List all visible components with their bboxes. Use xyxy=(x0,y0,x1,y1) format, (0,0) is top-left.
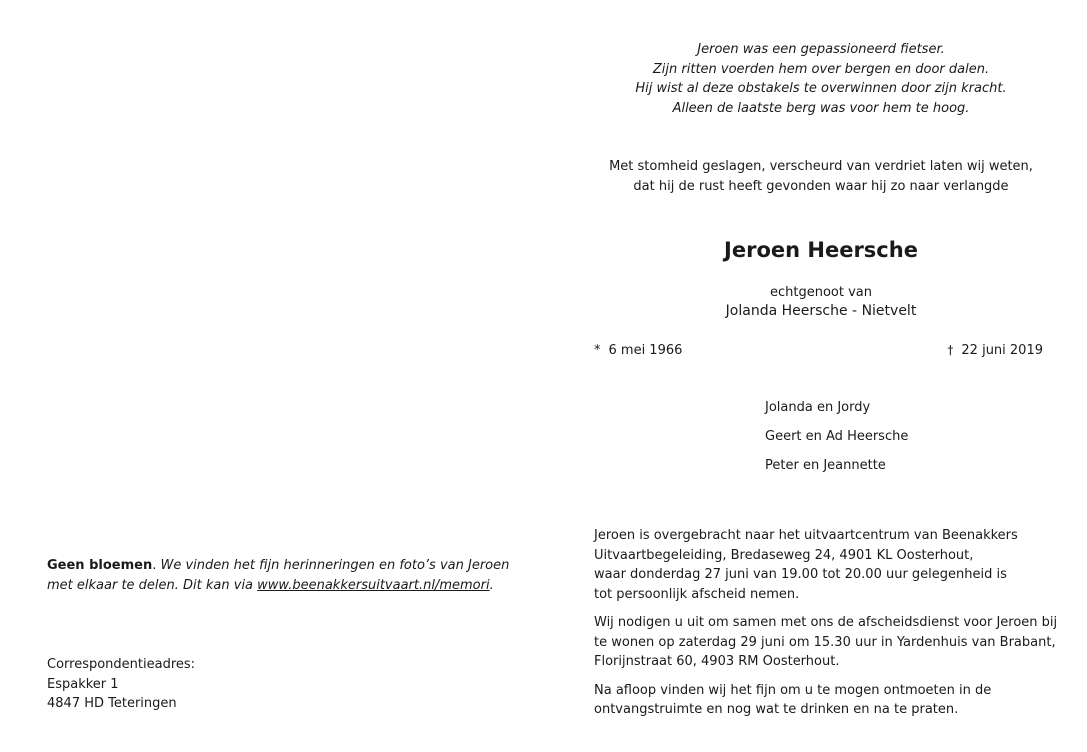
family-member: Geert en Ad Heersche xyxy=(765,429,909,444)
text-line: waar donderdag 27 juni van 19.00 tot 20.00 uur gelegenheid is xyxy=(594,567,1007,582)
poem-line: Zijn ritten voerden hem over bergen en door dalen. xyxy=(652,61,990,77)
right-page xyxy=(543,0,1087,752)
intro-line: dat hij de rust heeft gevonden waar hij zo naar verlangde xyxy=(633,178,1009,194)
announcement-intro xyxy=(543,157,1087,196)
family-member: Jolanda en Jordy xyxy=(765,400,871,415)
relation-label: echtgenoot van xyxy=(769,285,872,300)
text-line: ontvangstruimte en nog wat te drinken en na te praten. xyxy=(594,702,959,717)
poem xyxy=(543,40,1087,118)
poem-line: Jeroen was een gepassioneerd fietser. xyxy=(697,42,945,57)
address-city: 4847 HD Teteringen xyxy=(47,696,177,711)
no-flowers-label: Geen bloemen xyxy=(47,558,153,573)
memorial-link[interactable]: www.beenakkersuitvaart.nl/memori xyxy=(257,578,490,593)
note-end: . xyxy=(489,578,494,593)
poem-line: Hij wist al deze obstakels te overwinnen door zijn kracht. xyxy=(635,81,1007,96)
deceased-name: Jeroen Heersche xyxy=(724,238,918,262)
left-page xyxy=(0,0,543,752)
address-street: Espakker 1 xyxy=(47,676,119,692)
death-cross-icon: † xyxy=(947,343,954,357)
birth-info xyxy=(594,343,682,358)
death-date: 22 juni 2019 xyxy=(961,343,1043,358)
text-line: Jeroen is overgebracht naar het uitvaartcentrum van Beenakkers xyxy=(594,528,1018,543)
note-text-line1: We vinden het fijn herinneringen en foto’s van Jeroen xyxy=(156,558,510,573)
poem-line: Alleen de laatste berg was voor hem te hoog. xyxy=(672,100,970,116)
family-member: Peter en Jeannette xyxy=(765,458,886,473)
text-line: te wonen op zaterdag 29 juni om 15.30 uur in Yardenhuis van Brabant, xyxy=(594,634,1056,650)
text-line: Wij nodigen u uit om samen met ons de afscheidsdienst voor Jeroen bij xyxy=(594,615,1058,630)
note-period: . xyxy=(152,558,157,573)
spouse-name: Jolanda Heersche - Nietvelt xyxy=(725,303,917,319)
note-text-line2: met elkaar te delen. Dit kan via xyxy=(47,578,258,593)
text-line: tot persoonlijk afscheid nemen. xyxy=(594,586,800,602)
funeral-arrangements xyxy=(594,517,1064,729)
death-info xyxy=(947,343,1043,358)
intro-line: Met stomheid geslagen, verscheurd van verdriet laten wij weten, xyxy=(609,159,1033,174)
text-line: Uitvaartbegeleiding, Bredaseweg 24, 4901 KL Oosterhout, xyxy=(594,547,974,563)
address-label: Correspondentieadres: xyxy=(47,657,196,672)
correspondence-address xyxy=(47,655,195,714)
family-list xyxy=(765,400,908,487)
birth-date: 6 mei 1966 xyxy=(608,343,683,358)
text-line: Na afloop vinden wij het fijn om u te mogen ontmoeten in de xyxy=(594,682,992,698)
text-line: Florijnstraat 60, 4903 RM Oosterhout. xyxy=(594,654,840,669)
flowers-note xyxy=(47,556,517,596)
birth-star-icon: * xyxy=(594,343,601,358)
